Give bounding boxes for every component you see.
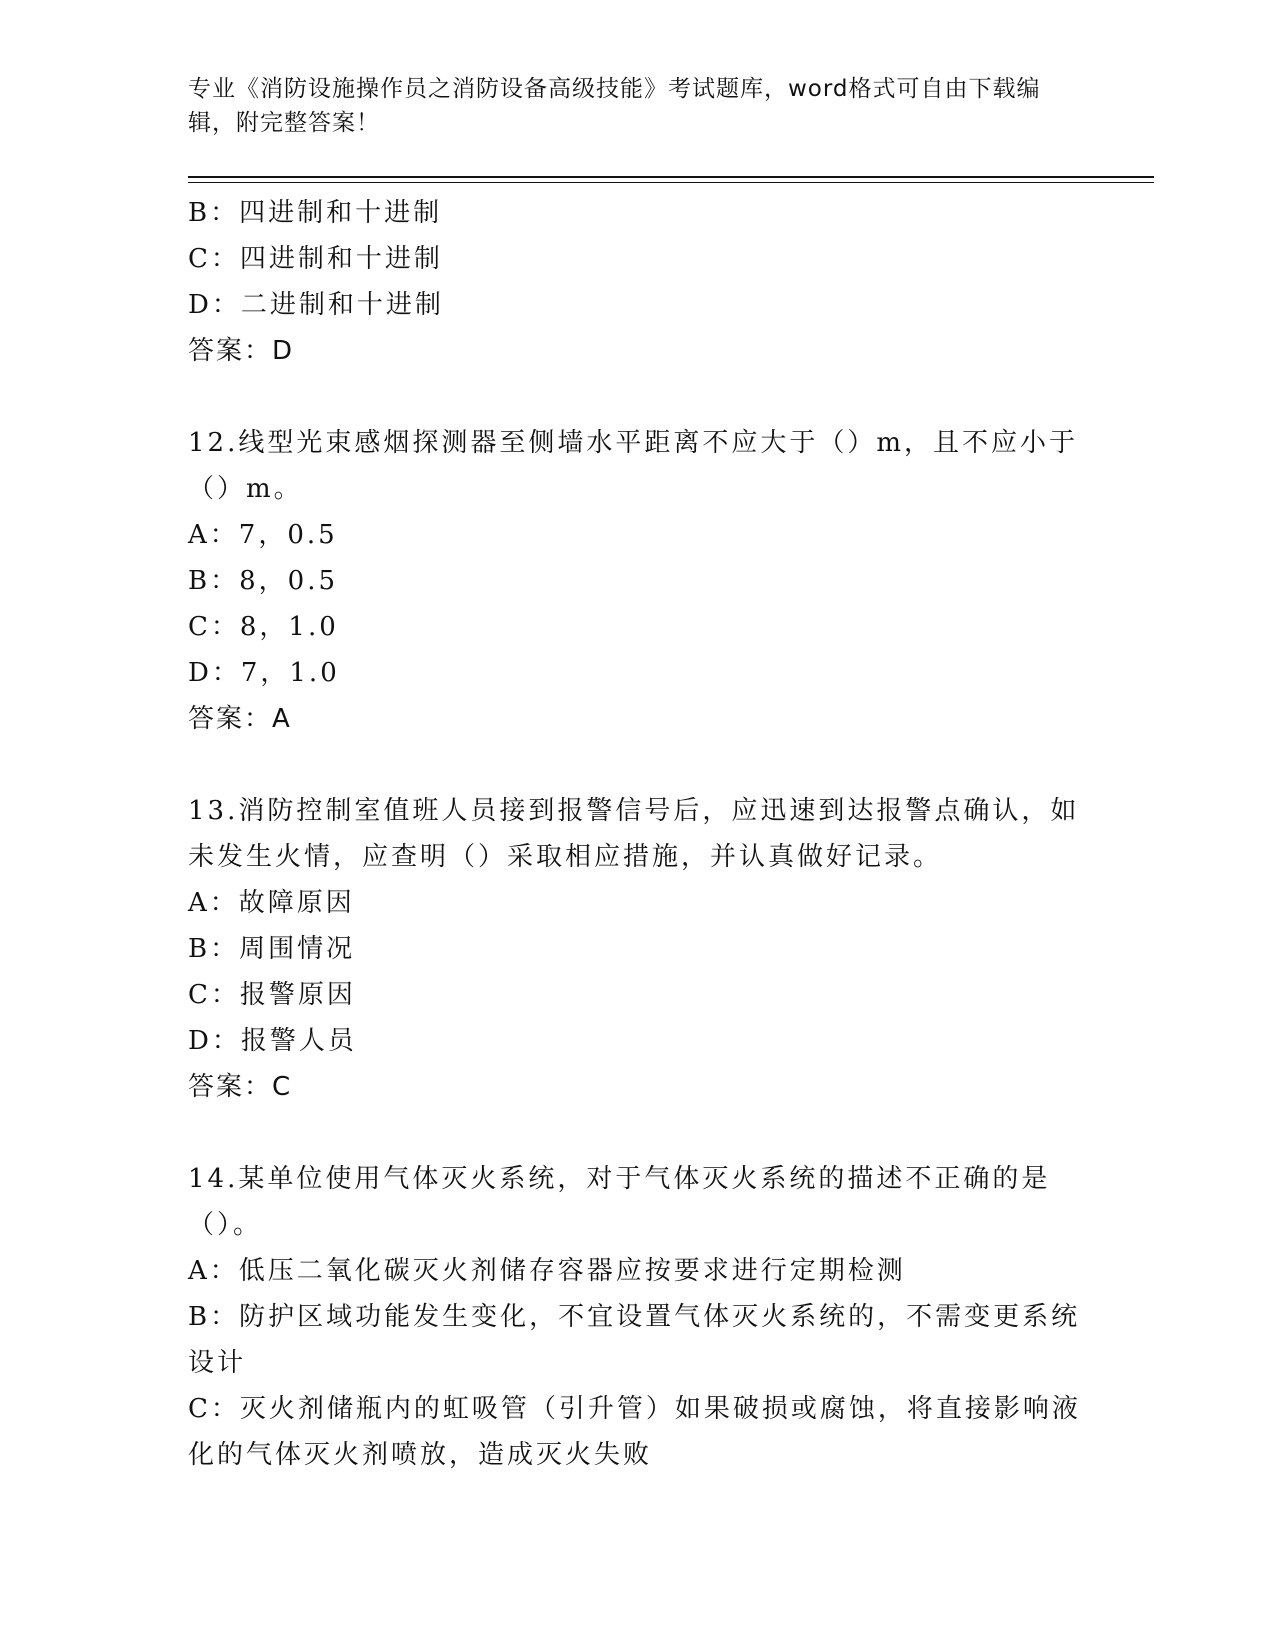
q11-option-b: B：四进制和十进制: [188, 198, 443, 228]
q14-stem: 14.某单位使用气体灭火系统，对于气体灭火系统的描述不正确的是（）。: [188, 1164, 1051, 1240]
q14-option-a: A：低压二氧化碳灭火剂储存容器应按要求进行定期检测: [188, 1256, 906, 1286]
q12-option-d: D：7，1.0: [188, 658, 340, 688]
q14-option-c: C：灭火剂储瓶内的虹吸管（引升管）如果破损或腐蚀，将直接影响液化的气体灭火剂喷放，造成灭火失败: [188, 1394, 1081, 1470]
q13-option-a: A：故障原因: [188, 888, 355, 918]
q13-option-c: C：报警原因: [188, 980, 356, 1010]
q11-answer: 答案：D: [188, 336, 295, 366]
q13-option-d: D：报警人员: [188, 1026, 357, 1056]
spacer: [188, 374, 1088, 420]
header-divider-thick: [188, 176, 1154, 178]
q11-option-c: C：四进制和十进制: [188, 244, 443, 274]
q13-stem: 13.消防控制室值班人员接到报警信号后，应迅速到达报警点确认，如未发生火情，应查明（）采取相应措施，并认真做好记录。: [188, 796, 1080, 872]
spacer: [188, 742, 1088, 788]
document-header: 专业《消防设施操作员之消防设备高级技能》考试题库，word格式可自由下载编辑，附完整答案！: [188, 76, 1041, 136]
q12-option-c: C：8，1.0: [188, 612, 339, 642]
header-divider-thin: [188, 182, 1154, 183]
q13-answer: 答案：C: [188, 1072, 293, 1102]
q11-option-d: D：二进制和十进制: [188, 290, 444, 320]
q13-option-b: B：周围情况: [188, 934, 356, 964]
q12-option-b: B：8，0.5: [188, 566, 338, 596]
question-list: [188, 190, 1088, 1478]
q12-answer: 答案：A: [188, 704, 292, 734]
spacer: [188, 1110, 1088, 1156]
q14-option-b: B：防护区域功能发生变化，不宜设置气体灭火系统的，不需变更系统设计: [188, 1302, 1081, 1378]
q12-stem: 12.线型光束感烟探测器至侧墙水平距离不应大于（）m，且不应小于（）m。: [188, 428, 1079, 504]
q12-option-a: A：7，0.5: [188, 520, 338, 550]
